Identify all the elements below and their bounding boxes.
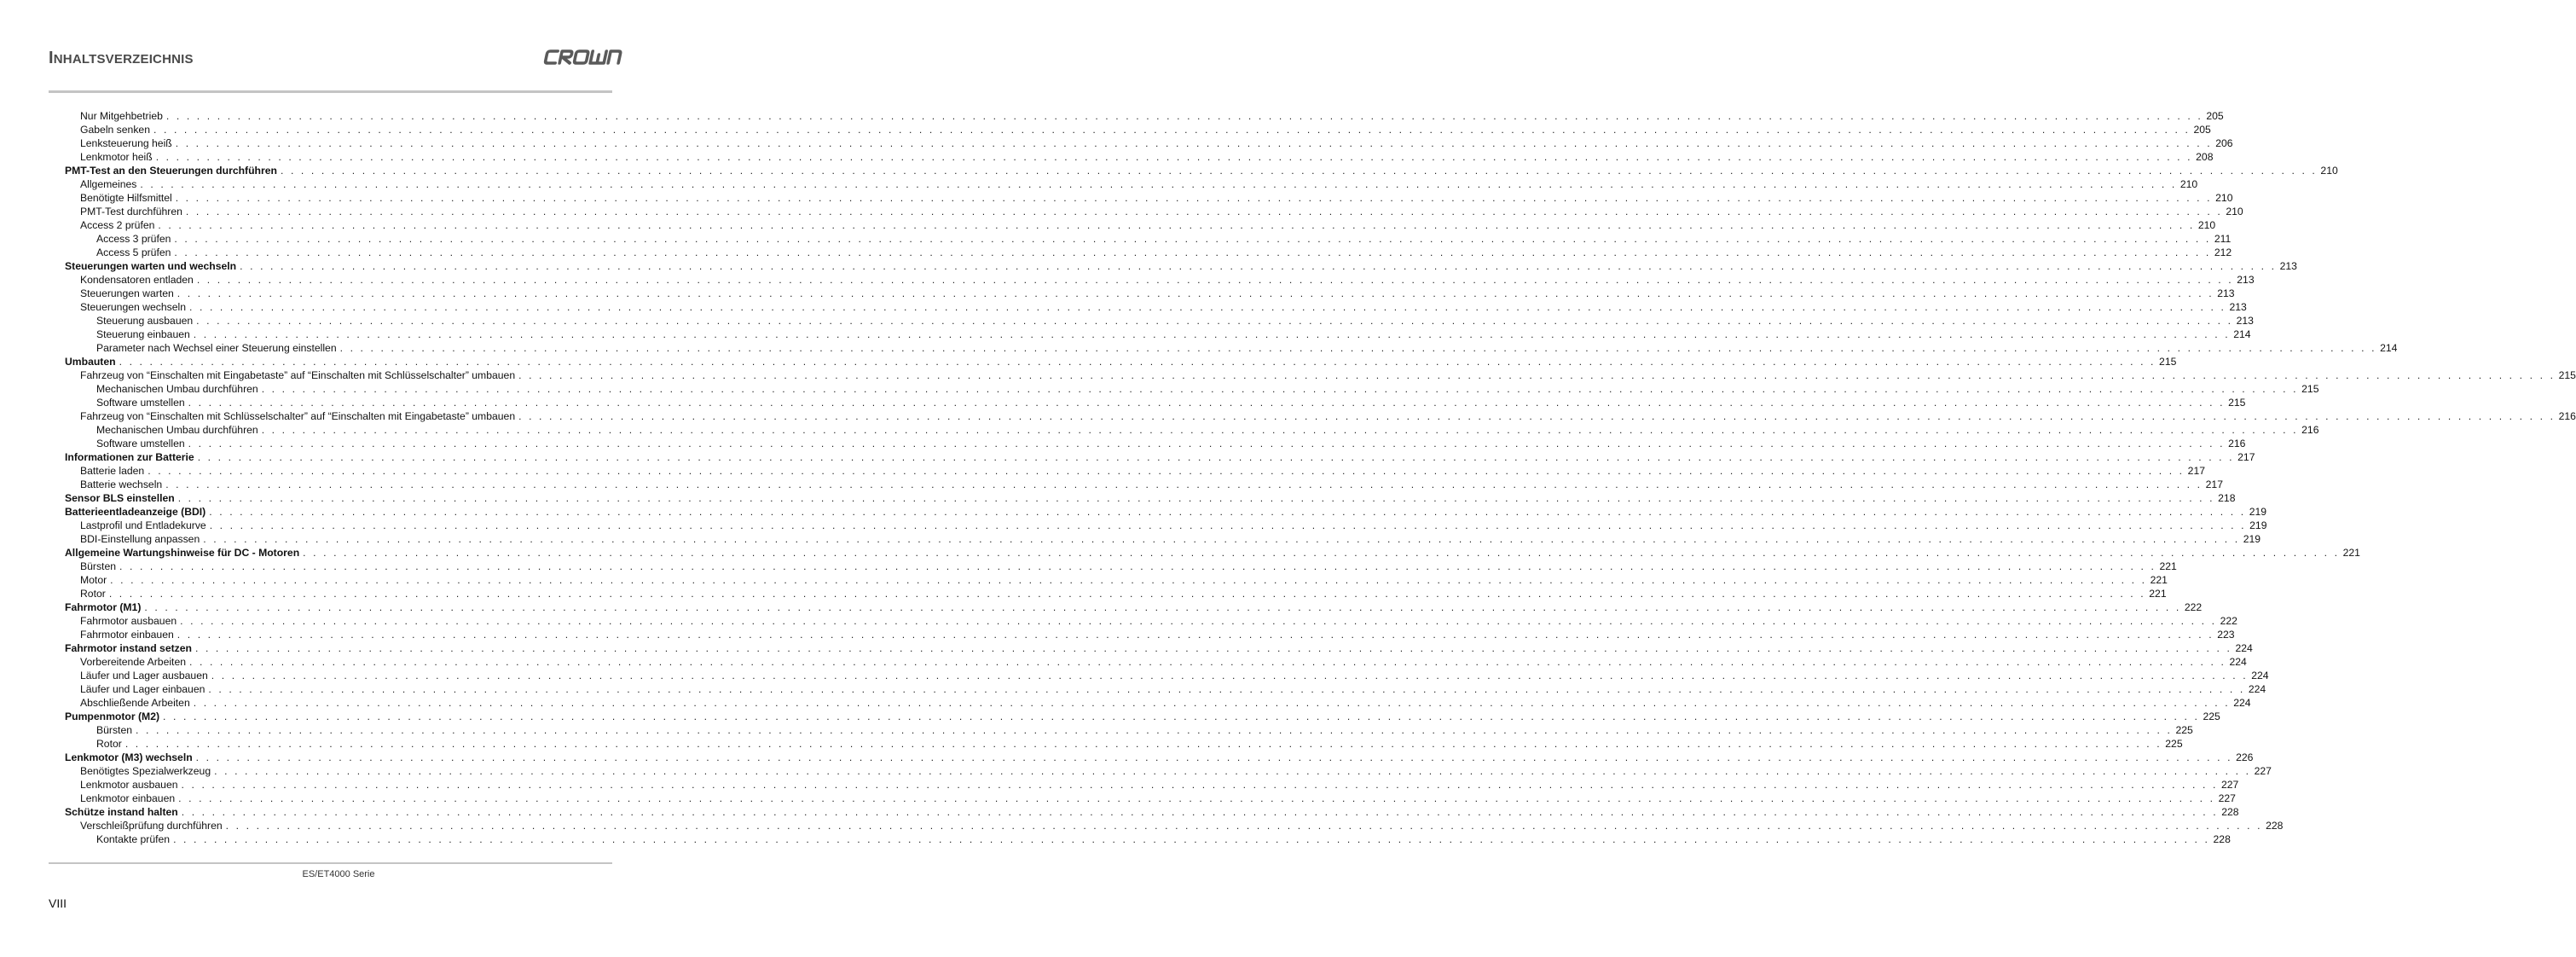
toc-entry[interactable] bbox=[65, 628, 2235, 641]
toc-leader-dots: . . . . . . . . . . . . . . . . . . . . . . . . . . . . . . . . . . . . . . . . . . . . . . . . . . . . . . . . . . . . . . . . . . . . . . . . . . . . . . . . . . . . . . . . . . . . . . . . . . . . . . . . . . . . . . . . . . . . . . . . . . . . . . . . . . . . . . . . . . . . . . . . . . . . . . . . . . . . . . . . . . . . . . . . . . . . . . . . . . . . . . . . . . . . . . . . . . . . . . . . bbox=[180, 615, 2217, 627]
toc-entry[interactable] bbox=[65, 723, 2193, 737]
toc-entry-title: Lenkmotor einbauen bbox=[80, 792, 176, 804]
toc-entry-page: 228 bbox=[2266, 820, 2284, 832]
toc-leader-dots: . . . . . . . . . . . . . . . . . . . . . . . . . . . . . . . . . . . . . . . . . . . . . . . . . . . . . . . . . . . . . . . . . . . . . . . . . . . . . . . . . . . . . . . . . . . . . . . . . . . . . . . . . . . . . . . . . . . . . . . . . . . . . . . . . . . . . . . . . . . . . . . . . . . . . . . . . . . . . . . . . . . . . . . . . . . . . . . . . . . . . . . . . . . . . . . . . . . . . . . . bbox=[165, 478, 2203, 490]
toc-entry-page: 210 bbox=[2320, 165, 2338, 177]
toc-leader-dots: . . . . . . . . . . . . . . . . . . . . . . . . . . . . . . . . . . . . . . . . . . . . . . . . . . . . . . . . . . . . . . . . . . . . . . . . . . . . . . . . . . . . . . . . . . . . . . . . . . . . . . . . . . . . . . . . . . . . . . . . . . . . . . . . . . . . . . . . . . . . . . . . . . . . . . . . . . . . . . . . . . . . . . . . . . . . . . . . . . . . . . . . . . . . . . . . . . . . . . . . bbox=[518, 410, 2556, 422]
toc-entry-page: 221 bbox=[2150, 574, 2168, 586]
toc-entry-page: 213 bbox=[2217, 287, 2235, 299]
toc-entry[interactable] bbox=[65, 136, 2233, 150]
toc-entry[interactable] bbox=[65, 505, 2267, 519]
toc-entry-page: 226 bbox=[2236, 751, 2254, 763]
toc-leader-dots: . . . . . . . . . . . . . . . . . . . . . . . . . . . . . . . . . . . . . . . . . . . . . . . . . . . . . . . . . . . . . . . . . . . . . . . . . . . . . . . . . . . . . . . . . . . . . . . . . . . . . . . . . . . . . . . . . . . . . . . . . . . . . . . . . . . . . . . . . . . . . . . . . . . . . . . . . . . . . . . . . . . . . . . . . . . . . . . . . . . . . . . . . . . . . . . . . . . . . . . . bbox=[119, 356, 2156, 368]
toc-entry[interactable] bbox=[65, 368, 2576, 382]
toc-entry[interactable] bbox=[65, 655, 2247, 669]
toc-leader-dots: . . . . . . . . . . . . . . . . . . . . . . . . . . . . . . . . . . . . . . . . . . . . . . . . . . . . . . . . . . . . . . . . . . . . . . . . . . . . . . . . . . . . . . . . . . . . . . . . . . . . . . . . . . . . . . . . . . . . . . . . . . . . . . . . . . . . . . . . . . . . . . . . . . . . . . . . . . . . . . . . . . . . . . . . . . . . . . . . . . . . . . . . . . . . . . . . . . . . . . . . bbox=[181, 806, 2219, 818]
toc-entry[interactable] bbox=[65, 191, 2233, 205]
toc-leader-dots: . . . . . . . . . . . . . . . . . . . . . . . . . . . . . . . . . . . . . . . . . . . . . . . . . . . . . . . . . . . . . . . . . . . . . . . . . . . . . . . . . . . . . . . . . . . . . . . . . . . . . . . . . . . . . . . . . . . . . . . . . . . . . . . . . . . . . . . . . . . . . . . . . . . . . . . . . . . . . . . . . . . . . . . . . . . . . . . . . . . . . . . . . . . . . . . . . . . . . . . . bbox=[178, 792, 2215, 804]
toc-entry-title: Steuerungen warten bbox=[80, 287, 174, 299]
toc-entry-page: 205 bbox=[2193, 124, 2211, 136]
toc-entry-title: Steuerung ausbauen bbox=[96, 315, 194, 327]
toc-leader-dots: . . . . . . . . . . . . . . . . . . . . . . . . . . . . . . . . . . . . . . . . . . . . . . . . . . . . . . . . . . . . . . . . . . . . . . . . . . . . . . . . . . . . . . . . . . . . . . . . . . . . . . . . . . . . . . . . . . . . . . . . . . . . . . . . . . . . . . . . . . . . . . . . . . . . . . . . . . . . . . . . . . . . . . . . . . . . . . . . . . . . . . . . . . . . . . . . . . . . . . . . bbox=[518, 369, 2556, 381]
toc-entry[interactable] bbox=[65, 546, 2360, 560]
toc-entry[interactable] bbox=[65, 710, 2220, 723]
toc-leader-dots: . . . . . . . . . . . . . . . . . . . . . . . . . . . . . . . . . . . . . . . . . . . . . . . . . . . . . . . . . . . . . . . . . . . . . . . . . . . . . . . . . . . . . . . . . . . . . . . . . . . . . . . . . . . . . . . . . . . . . . . . . . . . . . . . . . . . . . . . . . . . . . . . . . . . . . . . . . . . . . . . . . . . . . . . . . . . . . . . . . . . . . . . . . . . . . . . . . . . . . . . bbox=[174, 246, 2211, 258]
toc-entry-page: 215 bbox=[2159, 356, 2177, 368]
toc-entry[interactable] bbox=[65, 573, 2168, 587]
toc-leader-dots: . . . . . . . . . . . . . . . . . . . . . . . . . . . . . . . . . . . . . . . . . . . . . . . . . . . . . . . . . . . . . . . . . . . . . . . . . . . . . . . . . . . . . . . . . . . . . . . . . . . . . . . . . . . . . . . . . . . . . . . . . . . . . . . . . . . . . . . . . . . . . . . . . . . . . . . . . . . . . . . . . . . . . . . . . . . . . . . . . . . . . . . . . . . . . . . . . . . . . . . . bbox=[189, 656, 2226, 668]
toc-entry-page: 227 bbox=[2218, 792, 2236, 804]
toc-leader-dots: . . . . . . . . . . . . . . . . . . . . . . . . . . . . . . . . . . . . . . . . . . . . . . . . . . . . . . . . . . . . . . . . . . . . . . . . . . . . . . . . . . . . . . . . . . . . . . . . . . . . . . . . . . . . . . . . . . . . . . . . . . . . . . . . . . . . . . . . . . . . . . . . . . . . . . . . . . . . . . . . . . . . . . . . . . . . . . . . . . . . . . . . . . . . . . . . . . . . . . . . bbox=[119, 560, 2156, 572]
toc-entry[interactable] bbox=[65, 641, 2253, 655]
toc-entry[interactable] bbox=[65, 751, 2254, 764]
header-divider bbox=[49, 90, 612, 93]
toc-entry-page: 216 bbox=[2228, 438, 2246, 450]
toc-entry-title: Software umstellen bbox=[96, 438, 185, 450]
toc-entry-page: 213 bbox=[2236, 315, 2254, 327]
toc-leader-dots: . . . . . . . . . . . . . . . . . . . . . . . . . . . . . . . . . . . . . . . . . . . . . . . . . . . . . . . . . . . . . . . . . . . . . . . . . . . . . . . . . . . . . . . . . . . . . . . . . . . . . . . . . . . . . . . . . . . . . . . . . . . . . . . . . . . . . . . . . . . . . . . . . . . . . . . . . . . . . . . . . . . . . . . . . . . . . . . . . . . . . . . . . . . . . . . . . . . . . . . . bbox=[110, 574, 2147, 586]
toc-entry-title: Fahrmotor (M1) bbox=[65, 601, 142, 613]
toc-entry[interactable] bbox=[65, 819, 2284, 832]
footer-series: ES/ET4000 Serie bbox=[302, 869, 375, 879]
toc-entry-page: 224 bbox=[2229, 656, 2247, 668]
toc-entry-page: 215 bbox=[2558, 369, 2576, 381]
toc-entry[interactable] bbox=[65, 109, 2224, 123]
toc-entry-title: Rotor bbox=[96, 738, 122, 750]
toc-entry-page: 213 bbox=[2279, 260, 2297, 272]
toc-leader-dots: . . . . . . . . . . . . . . . . . . . . . . . . . . . . . . . . . . . . . . . . . . . . . . . . . . . . . . . . . . . . . . . . . . . . . . . . . . . . . . . . . . . . . . . . . . . . . . . . . . . . . . . . . . . . . . . . . . . . . . . . . . . . . . . . . . . . . . . . . . . . . . . . . . . . . . . . . . . . . . . . . . . . . . . . . . . . . . . . . . . . . . . . . . . . . . . . . . . . . . . . bbox=[177, 492, 2215, 504]
toc-entry[interactable] bbox=[65, 300, 2247, 314]
toc-entry[interactable] bbox=[65, 246, 2232, 259]
toc-entry-page: 205 bbox=[2206, 110, 2224, 122]
toc-entry-page: 221 bbox=[2149, 588, 2167, 600]
toc-leader-dots: . . . . . . . . . . . . . . . . . . . . . . . . . . . . . . . . . . . . . . . . . . . . . . . . . . . . . . . . . . . . . . . . . . . . . . . . . . . . . . . . . . . . . . . . . . . . . . . . . . . . . . . . . . . . . . . . . . . . . . . . . . . . . . . . . . . . . . . . . . . . . . . . . . . . . . . . . . . . . . . . . . . . . . . . . . . . . . . . . . . . . . . . . . . . . . . . . . . . . . . . bbox=[188, 438, 2226, 450]
toc-entry-title: Fahrzeug von “Einschalten mit Eingabetaste” auf “Einschalten mit Schlüsselschalter” umbauen bbox=[80, 369, 516, 381]
toc-entry[interactable] bbox=[65, 423, 2319, 437]
toc-entry[interactable] bbox=[65, 737, 2183, 751]
footer-divider bbox=[49, 862, 612, 864]
toc-leader-dots: . . . . . . . . . . . . . . . . . . . . . . . . . . . . . . . . . . . . . . . . . . . . . . . . . . . . . . . . . . . . . . . . . . . . . . . . . . . . . . . . . . . . . . . . . . . . . . . . . . . . . . . . . . . . . . . . . . . . . . . . . . . . . . . . . . . . . . . . . . . . . . . . . . . . . . . . . . . . . . . . . . . . . . . . . . . . . . . . . . . . . . . . . . . . . . . . . . . . . . . . bbox=[175, 137, 2213, 149]
toc-entry-title: Access 5 prüfen bbox=[96, 246, 171, 258]
toc-entry-page: 224 bbox=[2235, 642, 2253, 654]
toc-leader-dots: . . . . . . . . . . . . . . . . . . . . . . . . . . . . . . . . . . . . . . . . . . . . . . . . . . . . . . . . . . . . . . . . . . . . . . . . . . . . . . . . . . . . . . . . . . . . . . . . . . . . . . . . . . . . . . . . . . . . . . . . . . . . . . . . . . . . . . . . . . . . . . . . . . . . . . . . . . . . . . . . . . . . . . . . . . . . . . . . . . . . . . . . . . . . . . . . . . . . . . . . bbox=[144, 601, 2181, 613]
table-of-contents bbox=[65, 109, 2576, 846]
toc-entry[interactable] bbox=[65, 341, 2398, 355]
toc-entry[interactable] bbox=[65, 669, 2269, 682]
toc-entry-page: 227 bbox=[2220, 779, 2239, 791]
toc-entry[interactable] bbox=[65, 123, 2211, 136]
toc-entry-page: 217 bbox=[2187, 465, 2206, 477]
crown-logo bbox=[542, 48, 612, 67]
toc-entry-page: 223 bbox=[2217, 629, 2235, 641]
toc-leader-dots: . . . . . . . . . . . . . . . . . . . . . . . . . . . . . . . . . . . . . . . . . . . . . . . . . . . . . . . . . . . . . . . . . . . . . . . . . . . . . . . . . . . . . . . . . . . . . . . . . . . . . . . . . . . . . . . . . . . . . . . . . . . . . . . . . . . . . . . . . . . . . . . . . . . . . . . . . . . . . . . . . . . . . . . . . . . . . . . . . . . . . . . . . . . . . . . . . . . . . . . . bbox=[158, 219, 2195, 231]
toc-entry-page: 210 bbox=[2179, 178, 2198, 190]
toc-entry-page: 221 bbox=[2159, 560, 2177, 572]
toc-leader-dots: . . . . . . . . . . . . . . . . . . . . . . . . . . . . . . . . . . . . . . . . . . . . . . . . . . . . . . . . . . . . . . . . . . . . . . . . . . . . . . . . . . . . . . . . . . . . . . . . . . . . . . . . . . . . . . . . . . . . . . . . . . . . . . . . . . . . . . . . . . . . . . . . . . . . . . . . . . . . . . . . . . . . . . . . . . . . . . . . . . . . . . . . . . . . . . . . . . . . . . . . bbox=[177, 287, 2214, 299]
toc-leader-dots: . . . . . . . . . . . . . . . . . . . . . . . . . . . . . . . . . . . . . . . . . . . . . . . . . . . . . . . . . . . . . . . . . . . . . . . . . . . . . . . . . . . . . . . . . . . . . . . . . . . . . . . . . . . . . . . . . . . . . . . . . . . . . . . . . . . . . . . . . . . . . . . . . . . . . . . . . . . . . . . . . . . . . . . . . . . . . . . . . . . . . . . . . . . . . . . . . . . . . . . . bbox=[165, 110, 2203, 122]
toc-entry-page: 213 bbox=[2229, 301, 2247, 313]
toc-entry[interactable] bbox=[65, 218, 2216, 232]
toc-entry-title: Benötigtes Spezialwerkzeug bbox=[80, 765, 211, 777]
toc-entry-title: BDI-Einstellung anpassen bbox=[80, 533, 200, 545]
toc-entry-page: 225 bbox=[2165, 738, 2183, 750]
toc-leader-dots: . . . . . . . . . . . . . . . . . . . . . . . . . . . . . . . . . . . . . . . . . . . . . . . . . . . . . . . . . . . . . . . . . . . . . . . . . . . . . . . . . . . . . . . . . . . . . . . . . . . . . . . . . . . . . . . . . . . . . . . . . . . . . . . . . . . . . . . . . . . . . . . . . . . . . . . . . . . . . . . . . . . . . . . . . . . . . . . . . . . . . . . . . . . . . . . . . . . . . . . . bbox=[261, 383, 2299, 395]
toc-entry-title: PMT-Test an den Steuerungen durchführen bbox=[65, 165, 277, 177]
toc-entry-page: 206 bbox=[2215, 137, 2233, 149]
toc-entry[interactable] bbox=[65, 328, 2251, 341]
toc-entry-title: Batterie wechseln bbox=[80, 478, 163, 490]
toc-entry[interactable] bbox=[65, 287, 2235, 300]
toc-entry[interactable] bbox=[65, 792, 2236, 805]
toc-entry-title: Lenkmotor heiß bbox=[80, 151, 153, 163]
toc-entry-page: 210 bbox=[2197, 219, 2216, 231]
toc-entry-page: 228 bbox=[2213, 833, 2231, 845]
toc-leader-dots: . . . . . . . . . . . . . . . . . . . . . . . . . . . . . . . . . . . . . . . . . . . . . . . . . . . . . . . . . . . . . . . . . . . . . . . . . . . . . . . . . . . . . . . . . . . . . . . . . . . . . . . . . . . . . . . . . . . . . . . . . . . . . . . . . . . . . . . . . . . . . . . . . . . . . . . . . . . . . . . . . . . . . . . . . . . . . . . . . . . . . . . . . . . . . . . . . . . . . . . . bbox=[155, 151, 2193, 163]
toc-entry[interactable] bbox=[65, 478, 2223, 491]
toc-entry-title: Bürsten bbox=[96, 724, 133, 736]
toc-entry-page: 225 bbox=[2203, 710, 2220, 722]
toc-entry-title: Lenkmotor (M3) wechseln bbox=[65, 751, 193, 763]
toc-entry[interactable] bbox=[65, 396, 2246, 409]
toc-leader-dots: . . . . . . . . . . . . . . . . . . . . . . . . . . . . . . . . . . . . . . . . . . . . . . . . . . . . . . . . . . . . . . . . . . . . . . . . . . . . . . . . . . . . . . . . . . . . . . . . . . . . . . . . . . . . . . . . . . . . . . . . . . . . . . . . . . . . . . . . . . . . . . . . . . . . . . . . . . . . . . . . . . . . . . . . . . . . . . . . . . . . . . . . . . . . . . . . . . . . . . . . bbox=[124, 738, 2162, 750]
toc-entry-page: 225 bbox=[2175, 724, 2193, 736]
toc-entry-page: 224 bbox=[2248, 683, 2266, 695]
toc-entry-title: Schütze instand halten bbox=[65, 806, 178, 818]
toc-leader-dots: . . . . . . . . . . . . . . . . . . . . . . . . . . . . . . . . . . . . . . . . . . . . . . . . . . . . . . . . . . . . . . . . . . . . . . . . . . . . . . . . . . . . . . . . . . . . . . . . . . . . . . . . . . . . . . . . . . . . . . . . . . . . . . . . . . . . . . . . . . . . . . . . . . . . . . . . . . . . . . . . . . . . . . . . . . . . . . . . . . . . . . . . . . . . . . . . . . . . . . . . bbox=[189, 301, 2226, 313]
toc-entry[interactable] bbox=[65, 464, 2206, 478]
toc-entry-title: Fahrmotor ausbauen bbox=[80, 615, 177, 627]
toc-leader-dots: . . . . . . . . . . . . . . . . . . . . . . . . . . . . . . . . . . . . . . . . . . . . . . . . . . . . . . . . . . . . . . . . . . . . . . . . . . . . . . . . . . . . . . . . . . . . . . . . . . . . . . . . . . . . . . . . . . . . . . . . . . . . . . . . . . . . . . . . . . . . . . . . . . . . . . . . . . . . . . . . . . . . . . . . . . . . . . . . . . . . . . . . . . . . . . . . . . . . . . . . bbox=[185, 206, 2223, 218]
toc-leader-dots: . . . . . . . . . . . . . . . . . . . . . . . . . . . . . . . . . . . . . . . . . . . . . . . . . . . . . . . . . . . . . . . . . . . . . . . . . . . . . . . . . . . . . . . . . . . . . . . . . . . . . . . . . . . . . . . . . . . . . . . . . . . . . . . . . . . . . . . . . . . . . . . . . . . . . . . . . . . . . . . . . . . . . . . . . . . . . . . . . . . . . . . . . . . . . . . . . . . . . . . . bbox=[174, 233, 2211, 245]
toc-entry-title: Fahrzeug von “Einschalten mit Schlüsselschalter” auf “Einschalten mit Eingabetaste” umbauen bbox=[80, 410, 516, 422]
toc-entry[interactable] bbox=[65, 205, 2243, 218]
toc-leader-dots: . . . . . . . . . . . . . . . . . . . . . . . . . . . . . . . . . . . . . . . . . . . . . . . . . . . . . . . . . . . . . . . . . . . . . . . . . . . . . . . . . . . . . . . . . . . . . . . . . . . . . . . . . . . . . . . . . . . . . . . . . . . . . . . . . . . . . . . . . . . . . . . . . . . . . . . . . . . . . . . . . . . . . . . . . . . . . . . . . . . . . . . . . . . . . . . . . . . . . . . . bbox=[196, 274, 2234, 286]
toc-entry-title: Mechanischen Umbau durchführen bbox=[96, 383, 258, 395]
toc-leader-dots: . . . . . . . . . . . . . . . . . . . . . . . . . . . . . . . . . . . . . . . . . . . . . . . . . . . . . . . . . . . . . . . . . . . . . . . . . . . . . . . . . . . . . . . . . . . . . . . . . . . . . . . . . . . . . . . . . . . . . . . . . . . . . . . . . . . . . . . . . . . . . . . . . . . . . . . . . . . . . . . . . . . . . . . . . . . . . . . . . . . . . . . . . . . . . . . . . . . . . . . . bbox=[153, 124, 2191, 136]
toc-entry[interactable] bbox=[65, 450, 2255, 464]
toc-entry-page: 218 bbox=[2218, 492, 2236, 504]
toc-entry-page: 228 bbox=[2221, 806, 2239, 818]
toc-leader-dots: . . . . . . . . . . . . . . . . . . . . . . . . . . . . . . . . . . . . . . . . . . . . . . . . . . . . . . . . . . . . . . . . . . . . . . . . . . . . . . . . . . . . . . . . . . . . . . . . . . . . . . . . . . . . . . . . . . . . . . . . . . . . . . . . . . . . . . . . . . . . . . . . . . . . . . . . . . . . . . . . . . . . . . . . . . . . . . . . . . . . . . . . . . . . . . . . . . . . . . . . bbox=[173, 833, 2210, 845]
toc-leader-dots: . . . . . . . . . . . . . . . . . . . . . . . . . . . . . . . . . . . . . . . . . . . . . . . . . . . . . . . . . . . . . . . . . . . . . . . . . . . . . . . . . . . . . . . . . . . . . . . . . . . . . . . . . . . . . . . . . . . . . . . . . . . . . . . . . . . . . . . . . . . . . . . . . . . . . . . . . . . . . . . . . . . . . . . . . . . . . . . . . . . . . . . . . . . . . . . . . . . . . . . . bbox=[181, 779, 2218, 791]
toc-entry-page: 227 bbox=[2254, 765, 2272, 777]
toc-entry-title: Bürsten bbox=[80, 560, 117, 572]
toc-entry-title: Mechanischen Umbau durchführen bbox=[96, 424, 258, 436]
toc-entry-title: PMT-Test durchführen bbox=[80, 206, 182, 218]
page-title-rest: NHALTSVERZEICHNIS bbox=[53, 52, 194, 67]
toc-entry-page: 217 bbox=[2237, 451, 2255, 463]
toc-entry-title: Allgemeines bbox=[80, 178, 137, 190]
toc-entry-title: Verschleißprüfung durchführen bbox=[80, 820, 223, 832]
toc-entry[interactable] bbox=[65, 560, 2177, 573]
toc-entry-page: 213 bbox=[2237, 274, 2255, 286]
toc-entry-page: 210 bbox=[2226, 206, 2243, 218]
toc-entry-title: Nur Mitgehbetrieb bbox=[80, 110, 163, 122]
toc-entry[interactable] bbox=[65, 150, 2214, 164]
toc-entry-title: Benötigte Hilfsmittel bbox=[80, 192, 172, 204]
toc-entry-title: Rotor bbox=[80, 588, 106, 600]
toc-entry[interactable] bbox=[65, 409, 2576, 423]
toc-entry-title: Allgemeine Wartungshinweise für DC - Motoren bbox=[65, 547, 300, 559]
toc-entry-page: 219 bbox=[2243, 533, 2261, 545]
toc-entry-title: Lastprofil und Entladekurve bbox=[80, 519, 206, 531]
toc-leader-dots: . . . . . . . . . . . . . . . . . . . . . . . . . . . . . . . . . . . . . . . . . . . . . . . . . . . . . . . . . . . . . . . . . . . . . . . . . . . . . . . . . . . . . . . . . . . . . . . . . . . . . . . . . . . . . . . . . . . . . . . . . . . . . . . . . . . . . . . . . . . . . . . . . . . . . . . . . . . . . . . . . . . . . . . . . . . . . . . . . . . . . . . . . . . . . . . . . . . . . . . . bbox=[136, 724, 2173, 736]
toc-leader-dots: . . . . . . . . . . . . . . . . . . . . . . . . . . . . . . . . . . . . . . . . . . . . . . . . . . . . . . . . . . . . . . . . . . . . . . . . . . . . . . . . . . . . . . . . . . . . . . . . . . . . . . . . . . . . . . . . . . . . . . . . . . . . . . . . . . . . . . . . . . . . . . . . . . . . . . . . . . . . . . . . . . . . . . . . . . . . . . . . . . . . . . . . . . . . . . . . . . . . . . . . bbox=[195, 751, 2233, 763]
toc-leader-dots: . . . . . . . . . . . . . . . . . . . . . . . . . . . . . . . . . . . . . . . . . . . . . . . . . . . . . . . . . . . . . . . . . . . . . . . . . . . . . . . . . . . . . . . . . . . . . . . . . . . . . . . . . . . . . . . . . . . . . . . . . . . . . . . . . . . . . . . . . . . . . . . . . . . . . . . . . . . . . . . . . . . . . . . . . . . . . . . . . . . . . . . . . . . . . . . . . . . . . . . . bbox=[214, 765, 2251, 777]
toc-entry-page: 211 bbox=[2214, 233, 2232, 245]
toc-entry[interactable] bbox=[65, 314, 2254, 328]
toc-entry-title: Steuerungen wechseln bbox=[80, 301, 186, 313]
toc-leader-dots: . . . . . . . . . . . . . . . . . . . . . . . . . . . . . . . . . . . . . . . . . . . . . . . . . . . . . . . . . . . . . . . . . . . . . . . . . . . . . . . . . . . . . . . . . . . . . . . . . . . . . . . . . . . . . . . . . . . . . . . . . . . . . . . . . . . . . . . . . . . . . . . . . . . . . . . . . . . . . . . . . . . . . . . . . . . . . . . . . . . . . . . . . . . . . . . . . . . . . . . . bbox=[163, 710, 2200, 722]
toc-leader-dots: . . . . . . . . . . . . . . . . . . . . . . . . . . . . . . . . . . . . . . . . . . . . . . . . . . . . . . . . . . . . . . . . . . . . . . . . . . . . . . . . . . . . . . . . . . . . . . . . . . . . . . . . . . . . . . . . . . . . . . . . . . . . . . . . . . . . . . . . . . . . . . . . . . . . . . . . . . . . . . . . . . . . . . . . . . . . . . . . . . . . . . . . . . . . . . . . . . . . . . . . bbox=[177, 629, 2214, 641]
toc-entry-title: Steuerungen warten und wechseln bbox=[65, 260, 237, 272]
toc-entry-page: 214 bbox=[2233, 328, 2251, 340]
toc-entry[interactable] bbox=[65, 682, 2266, 696]
toc-entry-title: Vorbereitende Arbeiten bbox=[80, 656, 186, 668]
toc-entry-page: 216 bbox=[2558, 410, 2576, 422]
page-number: VIII bbox=[49, 896, 67, 910]
toc-entry-title: Läufer und Lager einbauen bbox=[80, 683, 206, 695]
toc-entry-title: Fahrmotor einbauen bbox=[80, 629, 174, 641]
toc-entry[interactable] bbox=[65, 232, 2232, 246]
toc-leader-dots: . . . . . . . . . . . . . . . . . . . . . . . . . . . . . . . . . . . . . . . . . . . . . . . . . . . . . . . . . . . . . . . . . . . . . . . . . . . . . . . . . . . . . . . . . . . . . . . . . . . . . . . . . . . . . . . . . . . . . . . . . . . . . . . . . . . . . . . . . . . . . . . . . . . . . . . . . . . . . . . . . . . . . . . . . . . . . . . . . . . . . . . . . . . . . . . . . . . . . . . . bbox=[303, 547, 2340, 559]
toc-entry-title: Access 2 prüfen bbox=[80, 219, 155, 231]
toc-leader-dots: . . . . . . . . . . . . . . . . . . . . . . . . . . . . . . . . . . . . . . . . . . . . . . . . . . . . . . . . . . . . . . . . . . . . . . . . . . . . . . . . . . . . . . . . . . . . . . . . . . . . . . . . . . . . . . . . . . . . . . . . . . . . . . . . . . . . . . . . . . . . . . . . . . . . . . . . . . . . . . . . . . . . . . . . . . . . . . . . . . . . . . . . . . . . . . . . . . . . . . . . bbox=[240, 260, 2277, 272]
toc-entry[interactable] bbox=[65, 614, 2237, 628]
toc-entry[interactable] bbox=[65, 778, 2239, 792]
toc-entry[interactable] bbox=[65, 273, 2255, 287]
toc-leader-dots: . . . . . . . . . . . . . . . . . . . . . . . . . . . . . . . . . . . . . . . . . . . . . . . . . . . . . . . . . . . . . . . . . . . . . . . . . . . . . . . . . . . . . . . . . . . . . . . . . . . . . . . . . . . . . . . . . . . . . . . . . . . . . . . . . . . . . . . . . . . . . . . . . . . . . . . . . . . . . . . . . . . . . . . . . . . . . . . . . . . . . . . . . . . . . . . . . . . . . . . . bbox=[140, 178, 2177, 190]
toc-entry[interactable] bbox=[65, 805, 2239, 819]
toc-entry-title: Gabeln senken bbox=[80, 124, 150, 136]
toc-leader-dots: . . . . . . . . . . . . . . . . . . . . . . . . . . . . . . . . . . . . . . . . . . . . . . . . . . . . . . . . . . . . . . . . . . . . . . . . . . . . . . . . . . . . . . . . . . . . . . . . . . . . . . . . . . . . . . . . . . . . . . . . . . . . . . . . . . . . . . . . . . . . . . . . . . . . . . . . . . . . . . . . . . . . . . . . . . . . . . . . . . . . . . . . . . . . . . . . . . . . . . . . bbox=[193, 328, 2231, 340]
toc-entry[interactable] bbox=[65, 259, 2297, 273]
toc-entry-title: Batterie laden bbox=[80, 465, 145, 477]
toc-leader-dots: . . . . . . . . . . . . . . . . . . . . . . . . . . . . . . . . . . . . . . . . . . . . . . . . . . . . . . . . . . . . . . . . . . . . . . . . . . . . . . . . . . . . . . . . . . . . . . . . . . . . . . . . . . . . . . . . . . . . . . . . . . . . . . . . . . . . . . . . . . . . . . . . . . . . . . . . . . . . . . . . . . . . . . . . . . . . . . . . . . . . . . . . . . . . . . . . . . . . . . . . bbox=[108, 588, 2146, 600]
toc-entry-title: Pumpenmotor (M2) bbox=[65, 710, 160, 722]
toc-leader-dots: . . . . . . . . . . . . . . . . . . . . . . . . . . . . . . . . . . . . . . . . . . . . . . . . . . . . . . . . . . . . . . . . . . . . . . . . . . . . . . . . . . . . . . . . . . . . . . . . . . . . . . . . . . . . . . . . . . . . . . . . . . . . . . . . . . . . . . . . . . . . . . . . . . . . . . . . . . . . . . . . . . . . . . . . . . . . . . . . . . . . . . . . . . . . . . . . . . . . . . . . bbox=[261, 424, 2299, 436]
toc-entry-title: Software umstellen bbox=[96, 397, 185, 409]
toc-leader-dots: . . . . . . . . . . . . . . . . . . . . . . . . . . . . . . . . . . . . . . . . . . . . . . . . . . . . . . . . . . . . . . . . . . . . . . . . . . . . . . . . . . . . . . . . . . . . . . . . . . . . . . . . . . . . . . . . . . . . . . . . . . . . . . . . . . . . . . . . . . . . . . . . . . . . . . . . . . . . . . . . . . . . . . . . . . . . . . . . . . . . . . . . . . . . . . . . . . . . . . . . bbox=[209, 519, 2247, 531]
toc-entry-title: Fahrmotor instand setzen bbox=[65, 642, 192, 654]
toc-leader-dots: . . . . . . . . . . . . . . . . . . . . . . . . . . . . . . . . . . . . . . . . . . . . . . . . . . . . . . . . . . . . . . . . . . . . . . . . . . . . . . . . . . . . . . . . . . . . . . . . . . . . . . . . . . . . . . . . . . . . . . . . . . . . . . . . . . . . . . . . . . . . . . . . . . . . . . . . . . . . . . . . . . . . . . . . . . . . . . . . . . . . . . . . . . . . . . . . . . . . . . . . bbox=[203, 533, 2240, 545]
toc-leader-dots: . . . . . . . . . . . . . . . . . . . . . . . . . . . . . . . . . . . . . . . . . . . . . . . . . . . . . . . . . . . . . . . . . . . . . . . . . . . . . . . . . . . . . . . . . . . . . . . . . . . . . . . . . . . . . . . . . . . . . . . . . . . . . . . . . . . . . . . . . . . . . . . . . . . . . . . . . . . . . . . . . . . . . . . . . . . . . . . . . . . . . . . . . . . . . . . . . . . . . . . . bbox=[208, 683, 2245, 695]
toc-leader-dots: . . . . . . . . . . . . . . . . . . . . . . . . . . . . . . . . . . . . . . . . . . . . . . . . . . . . . . . . . . . . . . . . . . . . . . . . . . . . . . . . . . . . . . . . . . . . . . . . . . . . . . . . . . . . . . . . . . . . . . . . . . . . . . . . . . . . . . . . . . . . . . . . . . . . . . . . . . . . . . . . . . . . . . . . . . . . . . . . . . . . . . . . . . . . . . . . . . . . . . . . bbox=[194, 642, 2232, 654]
toc-entry-page: 219 bbox=[2249, 506, 2267, 518]
toc-entry[interactable] bbox=[65, 600, 2203, 614]
toc-entry-page: 216 bbox=[2301, 424, 2319, 436]
toc-entry[interactable] bbox=[65, 587, 2167, 600]
toc-leader-dots: . . . . . . . . . . . . . . . . . . . . . . . . . . . . . . . . . . . . . . . . . . . . . . . . . . . . . . . . . . . . . . . . . . . . . . . . . . . . . . . . . . . . . . . . . . . . . . . . . . . . . . . . . . . . . . . . . . . . . . . . . . . . . . . . . . . . . . . . . . . . . . . . . . . . . . . . . . . . . . . . . . . . . . . . . . . . . . . . . . . . . . . . . . . . . . . . . . . . . . . . bbox=[209, 506, 2246, 518]
toc-leader-dots: . . . . . . . . . . . . . . . . . . . . . . . . . . . . . . . . . . . . . . . . . . . . . . . . . . . . . . . . . . . . . . . . . . . . . . . . . . . . . . . . . . . . . . . . . . . . . . . . . . . . . . . . . . . . . . . . . . . . . . . . . . . . . . . . . . . . . . . . . . . . . . . . . . . . . . . . . . . . . . . . . . . . . . . . . . . . . . . . . . . . . . . . . . . . . . . . . . . . . . . . bbox=[193, 697, 2231, 709]
toc-entry-page: 219 bbox=[2249, 519, 2267, 531]
toc-entry-title: Lenkmotor ausbauen bbox=[80, 779, 178, 791]
toc-entry-title: Motor bbox=[80, 574, 107, 586]
toc-entry-title: Kondensatoren entladen bbox=[80, 274, 194, 286]
toc-entry-page: 222 bbox=[2220, 615, 2237, 627]
toc-entry[interactable] bbox=[65, 355, 2177, 368]
toc-entry-title: Umbauten bbox=[65, 356, 116, 368]
toc-entry[interactable] bbox=[65, 382, 2319, 396]
toc-entry-title: Parameter nach Wechsel einer Steuerung einstellen bbox=[96, 342, 337, 354]
toc-entry-page: 212 bbox=[2214, 246, 2232, 258]
toc-entry-page: 214 bbox=[2380, 342, 2398, 354]
toc-entry-page: 221 bbox=[2342, 547, 2360, 559]
toc-entry-page: 222 bbox=[2184, 601, 2203, 613]
toc-entry[interactable] bbox=[65, 764, 2272, 778]
toc-entry-page: 208 bbox=[2196, 151, 2214, 163]
toc-entry[interactable] bbox=[65, 491, 2236, 505]
toc-entry[interactable] bbox=[65, 696, 2251, 710]
toc-entry-title: Läufer und Lager ausbauen bbox=[80, 670, 208, 682]
toc-entry[interactable] bbox=[65, 832, 2231, 846]
toc-leader-dots: . . . . . . . . . . . . . . . . . . . . . . . . . . . . . . . . . . . . . . . . . . . . . . . . . . . . . . . . . . . . . . . . . . . . . . . . . . . . . . . . . . . . . . . . . . . . . . . . . . . . . . . . . . . . . . . . . . . . . . . . . . . . . . . . . . . . . . . . . . . . . . . . . . . . . . . . . . . . . . . . . . . . . . . . . . . . . . . . . . . . . . . . . . . . . . . . . . . . . . . . bbox=[197, 451, 2235, 463]
toc-entry-page: 215 bbox=[2228, 397, 2246, 409]
toc-entry-title: Lenksteuerung heiß bbox=[80, 137, 172, 149]
toc-entry-title: Steuerung einbauen bbox=[96, 328, 190, 340]
page-title-initial: I bbox=[49, 49, 54, 67]
toc-entry[interactable] bbox=[65, 177, 2198, 191]
toc-leader-dots: . . . . . . . . . . . . . . . . . . . . . . . . . . . . . . . . . . . . . . . . . . . . . . . . . . . . . . . . . . . . . . . . . . . . . . . . . . . . . . . . . . . . . . . . . . . . . . . . . . . . . . . . . . . . . . . . . . . . . . . . . . . . . . . . . . . . . . . . . . . . . . . . . . . . . . . . . . . . . . . . . . . . . . . . . . . . . . . . . . . . . . . . . . . . . . . . . . . . . . . . bbox=[188, 397, 2226, 409]
toc-leader-dots: . . . . . . . . . . . . . . . . . . . . . . . . . . . . . . . . . . . . . . . . . . . . . . . . . . . . . . . . . . . . . . . . . . . . . . . . . . . . . . . . . . . . . . . . . . . . . . . . . . . . . . . . . . . . . . . . . . . . . . . . . . . . . . . . . . . . . . . . . . . . . . . . . . . . . . . . . . . . . . . . . . . . . . . . . . . . . . . . . . . . . . . . . . . . . . . . . . . . . . . . bbox=[148, 465, 2185, 477]
toc-leader-dots: . . . . . . . . . . . . . . . . . . . . . . . . . . . . . . . . . . . . . . . . . . . . . . . . . . . . . . . . . . . . . . . . . . . . . . . . . . . . . . . . . . . . . . . . . . . . . . . . . . . . . . . . . . . . . . . . . . . . . . . . . . . . . . . . . . . . . . . . . . . . . . . . . . . . . . . . . . . . . . . . . . . . . . . . . . . . . . . . . . . . . . . . . . . . . . . . . . . . . . . . bbox=[339, 342, 2377, 354]
toc-leader-dots: . . . . . . . . . . . . . . . . . . . . . . . . . . . . . . . . . . . . . . . . . . . . . . . . . . . . . . . . . . . . . . . . . . . . . . . . . . . . . . . . . . . . . . . . . . . . . . . . . . . . . . . . . . . . . . . . . . . . . . . . . . . . . . . . . . . . . . . . . . . . . . . . . . . . . . . . . . . . . . . . . . . . . . . . . . . . . . . . . . . . . . . . . . . . . . . . . . . . . . . . bbox=[175, 192, 2213, 204]
toc-leader-dots: . . . . . . . . . . . . . . . . . . . . . . . . . . . . . . . . . . . . . . . . . . . . . . . . . . . . . . . . . . . . . . . . . . . . . . . . . . . . . . . . . . . . . . . . . . . . . . . . . . . . . . . . . . . . . . . . . . . . . . . . . . . . . . . . . . . . . . . . . . . . . . . . . . . . . . . . . . . . . . . . . . . . . . . . . . . . . . . . . . . . . . . . . . . . . . . . . . . . . . . . bbox=[211, 670, 2249, 682]
toc-entry-title: Access 3 prüfen bbox=[96, 233, 171, 245]
toc-entry-title: Sensor BLS einstellen bbox=[65, 492, 175, 504]
toc-entry-page: 215 bbox=[2301, 383, 2319, 395]
toc-entry-page: 224 bbox=[2233, 697, 2251, 709]
toc-entry-title: Informationen zur Batterie bbox=[65, 451, 194, 463]
toc-entry[interactable] bbox=[65, 532, 2261, 546]
toc-entry[interactable] bbox=[65, 164, 2338, 177]
toc-leader-dots: . . . . . . . . . . . . . . . . . . . . . . . . . . . . . . . . . . . . . . . . . . . . . . . . . . . . . . . . . . . . . . . . . . . . . . . . . . . . . . . . . . . . . . . . . . . . . . . . . . . . . . . . . . . . . . . . . . . . . . . . . . . . . . . . . . . . . . . . . . . . . . . . . . . . . . . . . . . . . . . . . . . . . . . . . . . . . . . . . . . . . . . . . . . . . . . . . . . . . . . . bbox=[196, 315, 2233, 327]
toc-entry-page: 224 bbox=[2251, 670, 2269, 682]
toc-entry-title: Kontakte prüfen bbox=[96, 833, 171, 845]
toc-entry[interactable] bbox=[65, 519, 2267, 532]
toc-leader-dots: . . . . . . . . . . . . . . . . . . . . . . . . . . . . . . . . . . . . . . . . . . . . . . . . . . . . . . . . . . . . . . . . . . . . . . . . . . . . . . . . . . . . . . . . . . . . . . . . . . . . . . . . . . . . . . . . . . . . . . . . . . . . . . . . . . . . . . . . . . . . . . . . . . . . . . . . . . . . . . . . . . . . . . . . . . . . . . . . . . . . . . . . . . . . . . . . . . . . . . . . bbox=[225, 820, 2263, 832]
toc-entry-page: 217 bbox=[2205, 478, 2223, 490]
toc-entry-title: Abschließende Arbeiten bbox=[80, 697, 190, 709]
toc-entry-title: Batterieentladeanzeige (BDI) bbox=[65, 506, 206, 518]
toc-entry-page: 210 bbox=[2215, 192, 2233, 204]
toc-entry[interactable] bbox=[65, 437, 2246, 450]
toc-leader-dots: . . . . . . . . . . . . . . . . . . . . . . . . . . . . . . . . . . . . . . . . . . . . . . . . . . . . . . . . . . . . . . . . . . . . . . . . . . . . . . . . . . . . . . . . . . . . . . . . . . . . . . . . . . . . . . . . . . . . . . . . . . . . . . . . . . . . . . . . . . . . . . . . . . . . . . . . . . . . . . . . . . . . . . . . . . . . . . . . . . . . . . . . . . . . . . . . . . . . . . . . bbox=[280, 165, 2318, 177]
page-title bbox=[49, 49, 194, 68]
